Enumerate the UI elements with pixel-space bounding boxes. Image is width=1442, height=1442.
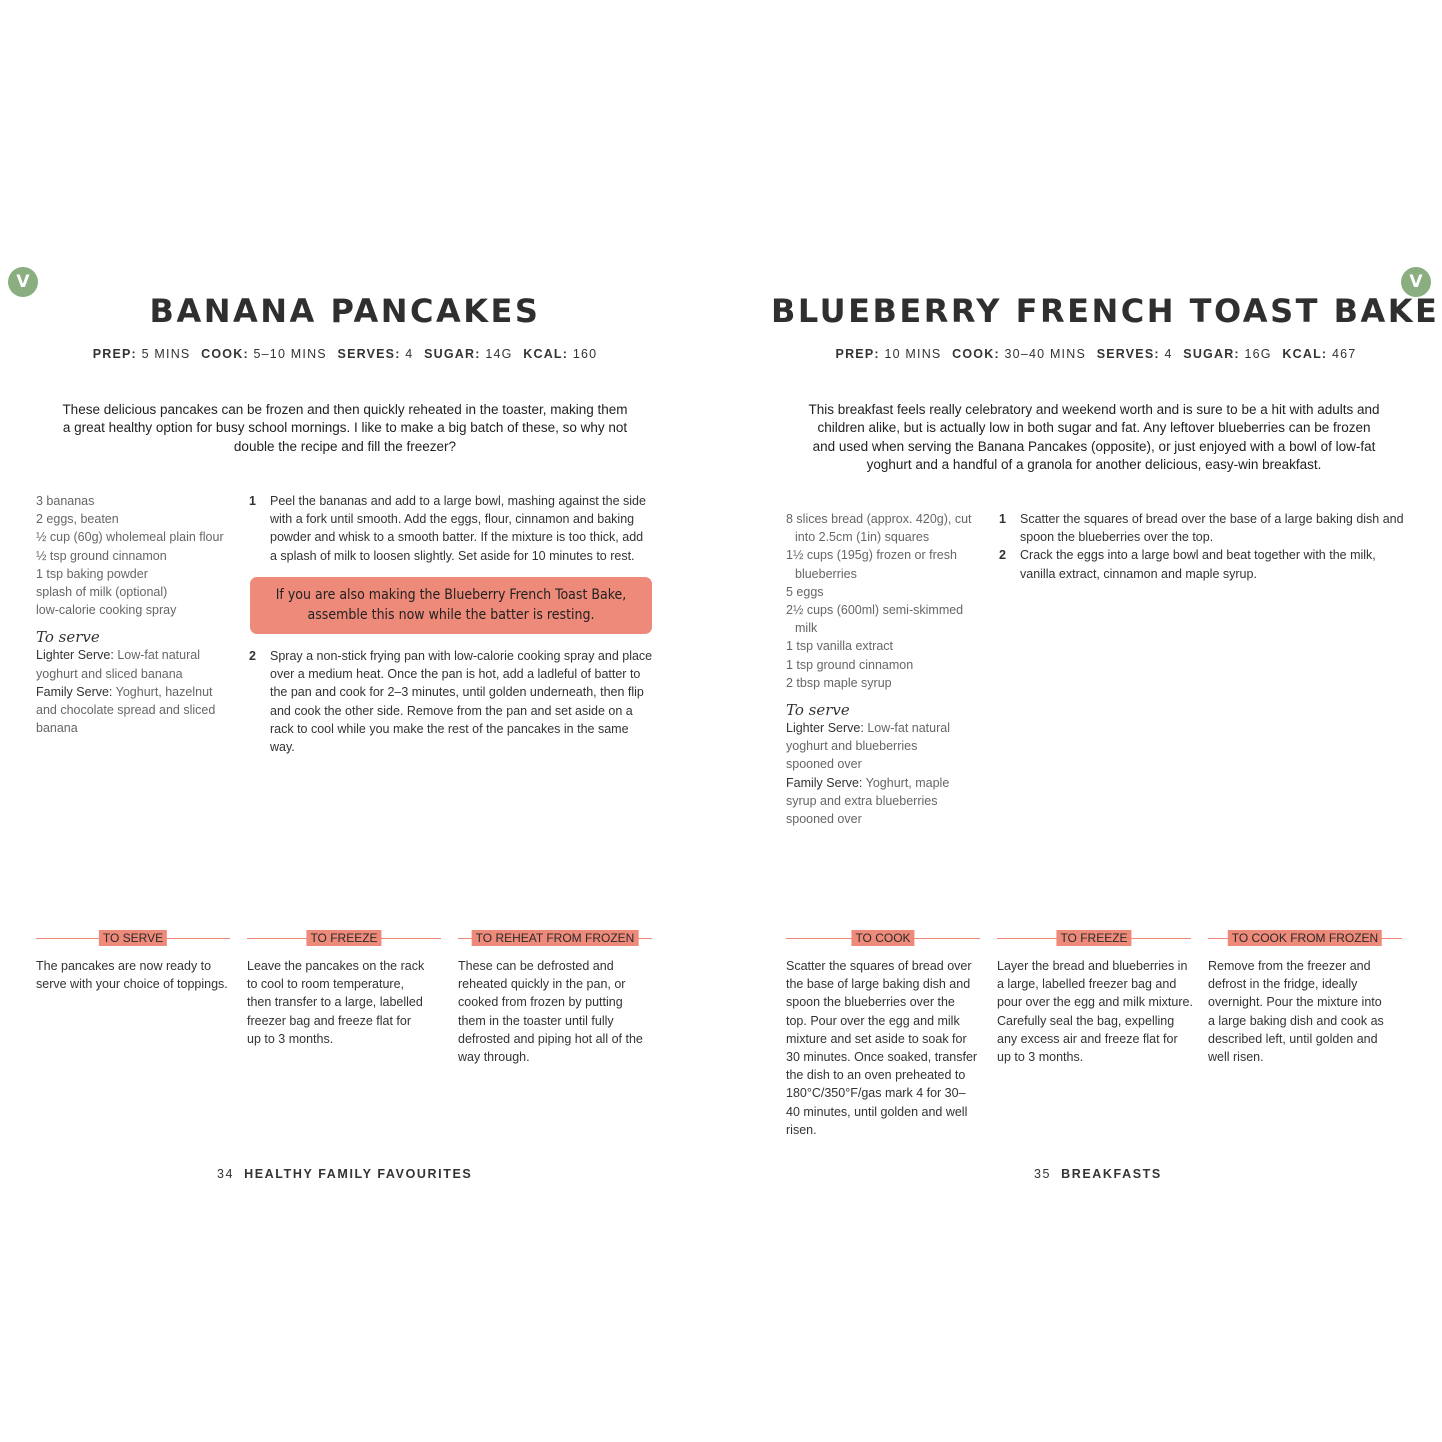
cook-value: 30–40 MINS	[1004, 347, 1086, 361]
column-label: TO REHEAT FROM FROZEN	[472, 930, 639, 946]
vegetarian-badge-icon: V	[8, 267, 38, 297]
section-name: BREAKFASTS	[1061, 1167, 1162, 1181]
column-label: TO COOK	[851, 930, 914, 946]
column-text: Remove from the freezer and defrost in the fridge, ideally overnight. Pour the mixture into a large baking dish and cook as described left, until golden and well risen.	[1208, 959, 1384, 1065]
kcal-value: 160	[572, 347, 598, 361]
kcal-label: KCAL:	[1282, 347, 1328, 361]
lighter-serve	[786, 719, 958, 774]
step-text: Crack the eggs into a large bowl and beat together with the milk, vanilla extract, cinnamon and maple syrup.	[1020, 548, 1376, 581]
recipe-meta	[0, 347, 690, 361]
cook-label: COOK:	[201, 347, 249, 361]
lighter-serve-text: Low-fat natural yoghurt and blueberries spooned over	[786, 721, 950, 772]
recipe-intro: These delicious pancakes can be frozen and then quickly reheated in the toaster, making them a great healthy option for busy school mornings. I like to make a big batch of these, so why not double the recipe and fill the freezer?	[62, 402, 628, 454]
column-label: TO SERVE	[99, 930, 167, 946]
serves-value: 4	[405, 347, 414, 361]
ingredient-item: ½ cup (60g) wholemeal plain flour	[36, 530, 224, 545]
cook-value: 5–10 MINS	[253, 347, 327, 361]
step-number: 1	[249, 494, 256, 508]
ingredient-item: 2½ cups (600ml) semi-skimmed milk	[786, 603, 964, 636]
column-heading	[247, 930, 441, 946]
sugar-label: SUGAR:	[424, 347, 481, 361]
method-step	[249, 492, 653, 565]
sugar-value: 14G	[485, 347, 513, 361]
column-text: Scatter the squares of bread over the base of large baking dish and spoon the blueberries over the top. Pour over the egg and milk mixture and set aside to soak for 30 minutes. Once soaked, transfer the dish to an oven preheated to 180°C/350°F/gas mark 4 for 30–40 minutes, until golden and well risen.	[786, 959, 978, 1137]
prep-value: 5 MINS	[141, 347, 191, 361]
ingredient-item: splash of milk (optional)	[36, 585, 168, 600]
family-serve	[786, 774, 958, 829]
ingredient-item: 1 tsp vanilla extract	[786, 639, 893, 654]
recipe-title: BANANA PANCAKES	[149, 292, 541, 330]
page-footer	[217, 1167, 472, 1181]
family-serve	[36, 683, 236, 738]
column-text: Leave the pancakes on the rack to cool to room temperature, then transfer to a large, labelled freezer bag and freeze flat for up to 3 months.	[247, 959, 425, 1046]
step-text: Spray a non-stick frying pan with low-calorie cooking spray and place over a medium heat. Once the pan is hot, add a ladleful of batter to the pan and cook for 2–3 minutes, until golden underneath, then flip and cook the other side. Remove from the pan and set aside on a rack to cool while you make the rest of the pancakes in the same way.	[270, 649, 653, 755]
ingredient-item: 5 eggs	[786, 584, 824, 599]
lighter-serve-label: Lighter Serve:	[786, 721, 864, 736]
prep-value: 10 MINS	[884, 347, 942, 361]
kcal-label: KCAL:	[523, 347, 569, 361]
recipe-intro: This breakfast feels really celebratory and weekend worth and is sure to be a hit with adults and children alike, but is actually low in both sugar and fat. Any leftover blueberries can be frozen and used when serving the Banana Pancakes (opposite), or just enjoyed with a bowl of low-fat yoghurt and a handful of a granola for another delicious, easy-win breakfast.	[808, 402, 1380, 472]
lighter-serve-text: Low-fat natural yoghurt and sliced banana	[36, 648, 200, 681]
step-text: Scatter the squares of bread over the base of a large baking dish and spoon the blueberries over the top.	[1020, 512, 1404, 545]
column-text: Layer the bread and blueberries in a large, labelled freezer bag and pour over the egg and milk mixture. Carefully seal the bag, expelling any excess air and freeze flat for up to 3 months.	[997, 959, 1193, 1065]
ingredient-item: 8 slices bread (approx. 420g), cut into 2.5cm (1in) squares	[786, 512, 972, 545]
vegetarian-badge-icon: V	[1401, 267, 1431, 297]
page-number: 35	[1034, 1167, 1052, 1181]
tip-callout	[250, 577, 652, 634]
column-label: TO FREEZE	[1056, 930, 1131, 946]
column-heading	[458, 930, 652, 946]
sugar-label: SUGAR:	[1183, 347, 1240, 361]
ingredient-item: low-calorie cooking spray	[36, 603, 177, 618]
step-text: Peel the bananas and add to a large bowl, mashing against the side with a fork until smooth. Add the eggs, flour, cinnamon and baking powder and whisk to a smooth batter. If the mixture is too thick, add a splash of milk to loosen slightly. Set aside for 10 minutes to rest.	[270, 494, 646, 563]
column-heading	[786, 930, 980, 946]
family-serve-text: Yoghurt, maple syrup and extra blueberries spooned over	[786, 775, 950, 827]
column-text: The pancakes are now ready to serve with your choice of toppings.	[36, 959, 228, 992]
lighter-serve	[36, 646, 236, 682]
ingredient-item: 1½ cups (195g) frozen or fresh blueberries	[786, 548, 957, 581]
column-label: TO FREEZE	[306, 930, 381, 946]
ingredient-item: 2 eggs, beaten	[36, 512, 119, 527]
step-number: 1	[999, 512, 1006, 526]
section-name: HEALTHY FAMILY FAVOURITES	[244, 1167, 473, 1181]
kcal-value: 467	[1331, 347, 1357, 361]
serves-value: 4	[1164, 347, 1173, 361]
column-text: These can be defrosted and reheated quickly in the pan, or cooked from frozen by putting them in the toaster until fully defrosted and piping hot all of the way through.	[458, 959, 643, 1065]
tip-callout-line: assemble this now while the batter is resting.	[307, 607, 595, 623]
to-serve-heading: To serve	[36, 628, 100, 647]
ingredient-list	[36, 492, 236, 619]
sugar-value: 16G	[1244, 347, 1272, 361]
family-serve-label: Family Serve:	[786, 775, 863, 790]
column-heading	[1208, 930, 1402, 946]
to-serve-heading: To serve	[786, 701, 850, 720]
recipe-meta	[771, 347, 1421, 361]
ingredients-panel	[36, 492, 236, 737]
ingredient-item: 1 tsp ground cinnamon	[786, 657, 914, 672]
serves-label: SERVES:	[1096, 347, 1160, 361]
lighter-serve-label: Lighter Serve:	[36, 648, 114, 663]
prep-label: PREP:	[835, 347, 880, 361]
step-number: 2	[249, 649, 256, 663]
column-heading	[36, 930, 230, 946]
column-heading	[997, 930, 1191, 946]
method-steps	[249, 492, 653, 565]
ingredient-item: 3 bananas	[36, 494, 95, 508]
method-step	[249, 647, 653, 756]
method-step	[999, 510, 1407, 546]
column-label: TO COOK FROM FROZEN	[1228, 930, 1382, 946]
ingredient-item: ½ tsp ground cinnamon	[36, 548, 167, 563]
method-steps-continued	[249, 647, 653, 756]
serves-label: SERVES:	[337, 347, 401, 361]
page-number: 34	[217, 1167, 235, 1181]
cook-label: COOK:	[952, 347, 1000, 361]
tip-callout-line: If you are also making the Blueberry French Toast Bake,	[275, 587, 627, 603]
ingredient-item: 1 tsp baking powder	[36, 566, 148, 581]
method-step	[999, 546, 1407, 582]
step-number: 2	[999, 548, 1006, 563]
page-footer	[1034, 1167, 1162, 1181]
family-serve-text: Yoghurt, hazelnut and chocolate spread and sliced banana	[36, 684, 216, 736]
family-serve-label: Family Serve:	[36, 684, 113, 699]
prep-label: PREP:	[92, 347, 137, 361]
recipe-title: BLUEBERRY FRENCH TOAST BAKE	[771, 292, 1440, 330]
ingredient-item: 2 tbsp maple syrup	[786, 675, 892, 690]
right-page	[721, 0, 1442, 1442]
method-steps	[999, 510, 1407, 583]
ingredients-panel	[786, 510, 978, 828]
ingredient-list	[786, 510, 978, 692]
